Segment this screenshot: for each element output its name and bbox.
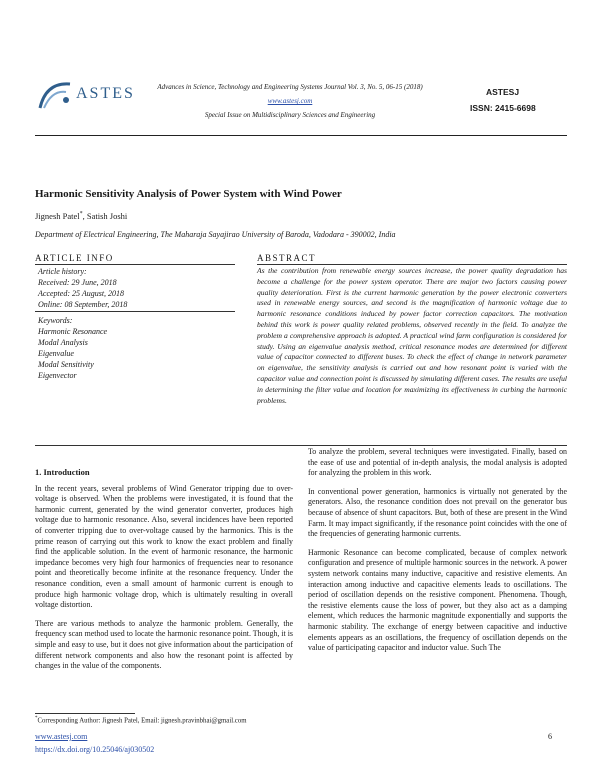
article-info-heading: ARTICLE INFO [35,253,235,265]
footer-website-link[interactable]: www.astesj.com [35,732,88,741]
doi-link[interactable]: https://dx.doi.org/10.25046/aj030502 [35,745,155,754]
journal-website-link[interactable]: www.astesj.com [267,97,313,105]
keywords-label: Keywords: [38,316,73,325]
logo-text: ASTES [76,85,135,102]
journal-id-block [470,84,580,116]
received-date: Received: 29 June, 2018 [38,278,117,287]
corresponding-mark: * [79,211,83,218]
journal-citation: Advances in Science, Technology and Engineering Systems Journal Vol. 3, No. 5, 06-15 (2018) [157,83,423,91]
abstract-text: As the contribution from renewable energy sources increase, the power quality degradation has become a challenge for the power system operator. There are major two factors causing power quality deterioration. First is the current harmonic generation by the power electronic converters used in renewable energy sources, and second is the magnification of harmonic voltage due to harmonic resonance conditions induced by power factor correction capacitors. The motivation behind this work is power quality related problems, observed recently in the field. To analyze the problem a comprehensive approach is adopted. A practical wind farm configuration is considered for study. Using an eigenvalue analysis method, critical resonance modes are determined for different value of capacitor connected to different buses. To check the effect of change in network parameter on eigenvalue, the sensitivity analysis is carried out and how resonant point is varied with the capacitor value and connection point is discussed by simulating different cases. The results are useful in determining the filter value and location for maximizing its effectiveness in curbing the harmonic problems. [257,266,567,405]
keyword: Modal Sensitivity [38,360,94,369]
article-history [35,265,235,312]
affiliation: Department of Electrical Engineering, The Maharaja Sayajirao University of Baroda, Vadodara - 390002, India [35,230,396,239]
abstract [257,253,567,406]
article-info [35,253,235,381]
paragraph: In conventional power generation, harmonics is virtually not generated by the generators. Also, the resonance condition does not prevail on the generator bus because of absence of shunt capacitors. But, both of these are present in the Wind Farm. It may impact significantly, if the resonance point coincides with the one of the frequencies of generating harmonic currents. [308,486,567,539]
history-label: Article history: [38,267,87,276]
footnote [35,716,247,724]
header-divider [35,135,567,136]
online-date: Online: 08 September, 2018 [38,300,128,309]
keyword: Harmonic Resonance [38,327,108,336]
accepted-date: Accepted: 25 August, 2018 [38,289,125,298]
paragraph: There are various methods to analyze the harmonic problem. Generally, the frequency scan method used to locate the harmonic resonance point. Though, it is simple and easy to use, but it does not give information about the participation of different network components and also how the resonant point is affected by changes in the value of the components. [35,618,293,671]
keyword: Eigenvector [38,371,77,380]
keywords [35,312,235,381]
issn: ISSN: 2415-6698 [470,103,536,113]
author-1: Jignesh Patel [35,211,80,221]
section-heading-introduction: 1. Introduction [35,467,90,477]
paragraph: To analyze the problem, several techniques were investigated. Finally, based on the ease of use and potential of in-depth analysis, the modal analysis is adopted for analyzing the problem in this work. [308,447,567,478]
footnote-mark: * [35,716,38,721]
keyword: Eigenvalue [38,349,74,358]
footnote-divider [35,713,135,714]
body-left-column [35,467,293,680]
astes-logo-icon [36,78,74,112]
special-issue: Special Issue on Multidisciplinary Sciences and Engineering [204,111,376,119]
keyword: Modal Analysis [38,338,88,347]
author-2: Satish Joshi [86,211,128,221]
body-right-column [308,447,567,662]
authors [35,211,127,221]
paragraph: Harmonic Resonance can become complicated, because of complex network configuration and presence of multiple harmonic sources in the network. A power system network contains many inductive, capacitive and resistive elements. An interaction among inductive and capacitive elements leads to oscillations. The period of oscillation depends on the resistive component. Phenomena. Though, the resistive elements cause the loss of power, but they also act as a damping element, which reduces the harmonic magnitude exponentially and supports the harmonic stability. The exchange of energy between capacitive and inductive elements appears as an oscillations, the frequency of oscillation depends on the value of participating capacitor and inductor value. Such The [308,547,567,653]
footnote-text: Corresponding Author: Jignesh Patel, Email: jignesh.pravinbhai@gmail.com [37,717,247,725]
journal-abbrev: ASTESJ [486,87,520,97]
journal-header [140,82,440,120]
author-separator: , [82,211,87,221]
page-number: 6 [548,732,552,741]
journal-logo [36,78,136,118]
paragraph: In the recent years, several problems of Wind Generator tripping due to over-voltage is observed. When the problems were investigated, it is found that the harmonic current, generated by the wind generator converter, produces high voltage due to harmonic resonance. Also, several incidences have been reported of converter tripping due to over-voltage caused by the harmonics. This is the prime reason of carrying out this work to know the exact problem and finally find the applicable solution. In the event of harmonic resonance, the harmonic impedance becomes very high four harmonics of frequencies near to resonance point and theoretically become infinite at the resonance frequency. Under the resonance condition, even a small amount of harmonic current is enough to produce high harmonic voltage drop, which is ultimately resulting in overall voltage distortion. [35,483,293,610]
paper-title: Harmonic Sensitivity Analysis of Power System with Wind Power [35,188,342,200]
abstract-divider [35,445,567,446]
abstract-heading: ABSTRACT [257,253,567,265]
